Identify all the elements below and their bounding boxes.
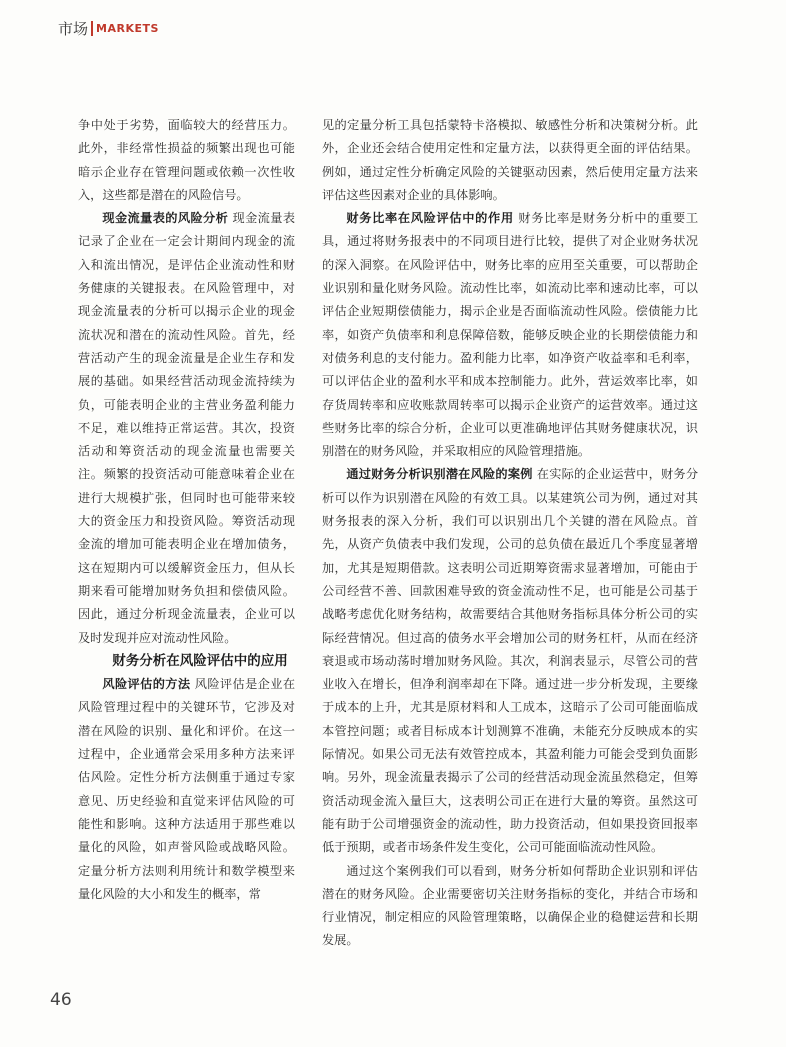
cashflow-risk-body: 现金流量表记录了企业在一定会计期间内现金的流入和流出情况，是评估企业流动性和财务健康的关键报表。在风险管理中，对现金流量表的分析可以揭示企业的现金流状况和潜在的流动性风险。首先，经营活动产生的现金流量是企业生存和发展的基础。如果经营活动现金流持续为负，可能表明企业的主营业务盈利能力不足，难以维持正常运营。其次，投资活动和筹资活动的现金流量也需要关注。频繁的投资活动可能意味着企业在进行大规模扩张，但同时也可能带来较大的资金压力和投资风险。筹资活动现金流的增加可能表明企业在增加债务，这在短期内可以缓解资金压力，但从长期来看可能增加财务负担和偿债风险。因此，通过分析现金流量表，企业可以及时发现并应对流动性风险。 <box>78 211 296 645</box>
risk-method-paragraph <box>78 673 295 906</box>
header-divider <box>91 21 93 36</box>
left-column <box>78 114 295 906</box>
case-body: 在实际的企业运营中，财务分析可以作为识别潜在风险的有效工具。以某建筑公司为例，通过对其财务报表的深入分析，我们可以识别出几个关键的潜在风险点。首先，从资产负债表中我们发现，公司的总负债在最近几个季度显著增加，尤其是短期借款。这表明公司近期筹资需求显著增加，可能由于公司经营不善、回款困难导致的资金流动性不足，也可能是公司基于战略考虑优化财务结构，故需要结合其他财务指标具体分析公司的实际经营情况。但过高的债务水平会增加公司的财务杠杆，从而在经济衰退或市场动荡时增加财务风险。其次，利润表显示，尽管公司的营业收入在增长，但净利润率却在下降。通过进一步分析发现，主要缘于成本的上升，尤其是原材料和人工成本，这暗示了公司可能面临成本管控问题；或者目标成本计划测算不准确，未能充分反映成本的实际情况。如果公司无法有效管控成本，其盈利能力可能会受到负面影响。另外，现金流量表揭示了公司的经营活动现金流虽然稳定，但筹资活动现金流入量巨大，这表明公司正在进行大量的筹资。虽然这可能有助于公司增强资金的流动性，助力投资活动，但如果投资回报率低于预期，或者市场条件发生变化，公司可能面临流动性风险。 <box>322 467 699 855</box>
conclusion-paragraph: 通过这个案例我们可以看到，财务分析如何帮助企业识别和评估潜在的财务风险。企业需要密切关注财务指标的变化，并结合市场和行业情况，制定相应的风险管理策略，以确保企业的稳健运营和长期发展。 <box>322 863 698 948</box>
case-paragraph <box>322 463 698 859</box>
section-title-en: MARKETS <box>96 21 159 35</box>
cashflow-risk-paragraph <box>78 207 295 650</box>
section-title-cn: 市场 <box>58 19 89 38</box>
page-number: 46 <box>50 990 72 1010</box>
right-column <box>322 114 698 953</box>
continued-paragraph: 争中处于劣势，面临较大的经营压力。此外，非经常性损益的频繁出现也可能暗示企业存在管理问题或依赖一次性收入，这些都是潜在的风险信号。 <box>78 118 295 202</box>
continued-paragraph-right: 见的定量分析工具包括蒙特卡洛模拟、敏感性分析和决策树分析。此外，企业还会结合使用定性和定量方法，以获得更全面的评估结果。例如，通过定性分析确定风险的关键驱动因素，然后使用定量方法来评估这些因素对企业的具体影响。 <box>322 118 698 202</box>
risk-method-body: 风险评估是企业在风险管理过程中的关键环节，它涉及对潜在风险的识别、量化和评价。在这一过程中，企业通常会采用多种方法来评估风险。定性分析方法侧重于通过专家意见、历史经验和直觉来评估风险的可能性和影响。这种方法适用于那些难以量化的风险，如声誉风险或战略风险。定量分析方法则利用统计和数学模型来量化风险的大小和发生的概率，常 <box>78 677 296 901</box>
ratio-heading: 财务比率在风险评估中的作用 <box>346 211 514 226</box>
ratio-body: 财务比率是财务分析中的重要工具，通过将财务报表中的不同项目进行比较，提供了对企业财务状况的深入洞察。在风险评估中，财务比率的应用至关重要，可以帮助企业识别和量化财务风险。流动性比率，如流动比率和速动比率，可以评估企业短期偿债能力，揭示企业是否面临流动性风险。偿债能力比率，如资产负债率和利息保障倍数，能够反映企业的长期偿债能力和对债务利息的支付能力。盈利能力比率，如净资产收益率和毛利率，可以评估企业的盈利水平和成本控制能力。此外，营运效率比率，如存货周转率和应收账款周转率可以揭示企业资产的运营效率。通过这些财务比率的综合分析，企业可以更准确地评估其财务健康状况，识别潜在的财务风险，并采取相应的风险管理措施。 <box>322 211 699 459</box>
section-heading: 财务分析在风险评估中的应用 <box>112 652 288 669</box>
page-header <box>58 16 159 40</box>
cashflow-risk-heading: 现金流量表的风险分析 <box>102 211 229 226</box>
ratio-paragraph <box>322 207 698 463</box>
case-heading: 通过财务分析识别潜在风险的案例 <box>346 467 533 482</box>
risk-method-heading: 风险评估的方法 <box>102 677 191 692</box>
